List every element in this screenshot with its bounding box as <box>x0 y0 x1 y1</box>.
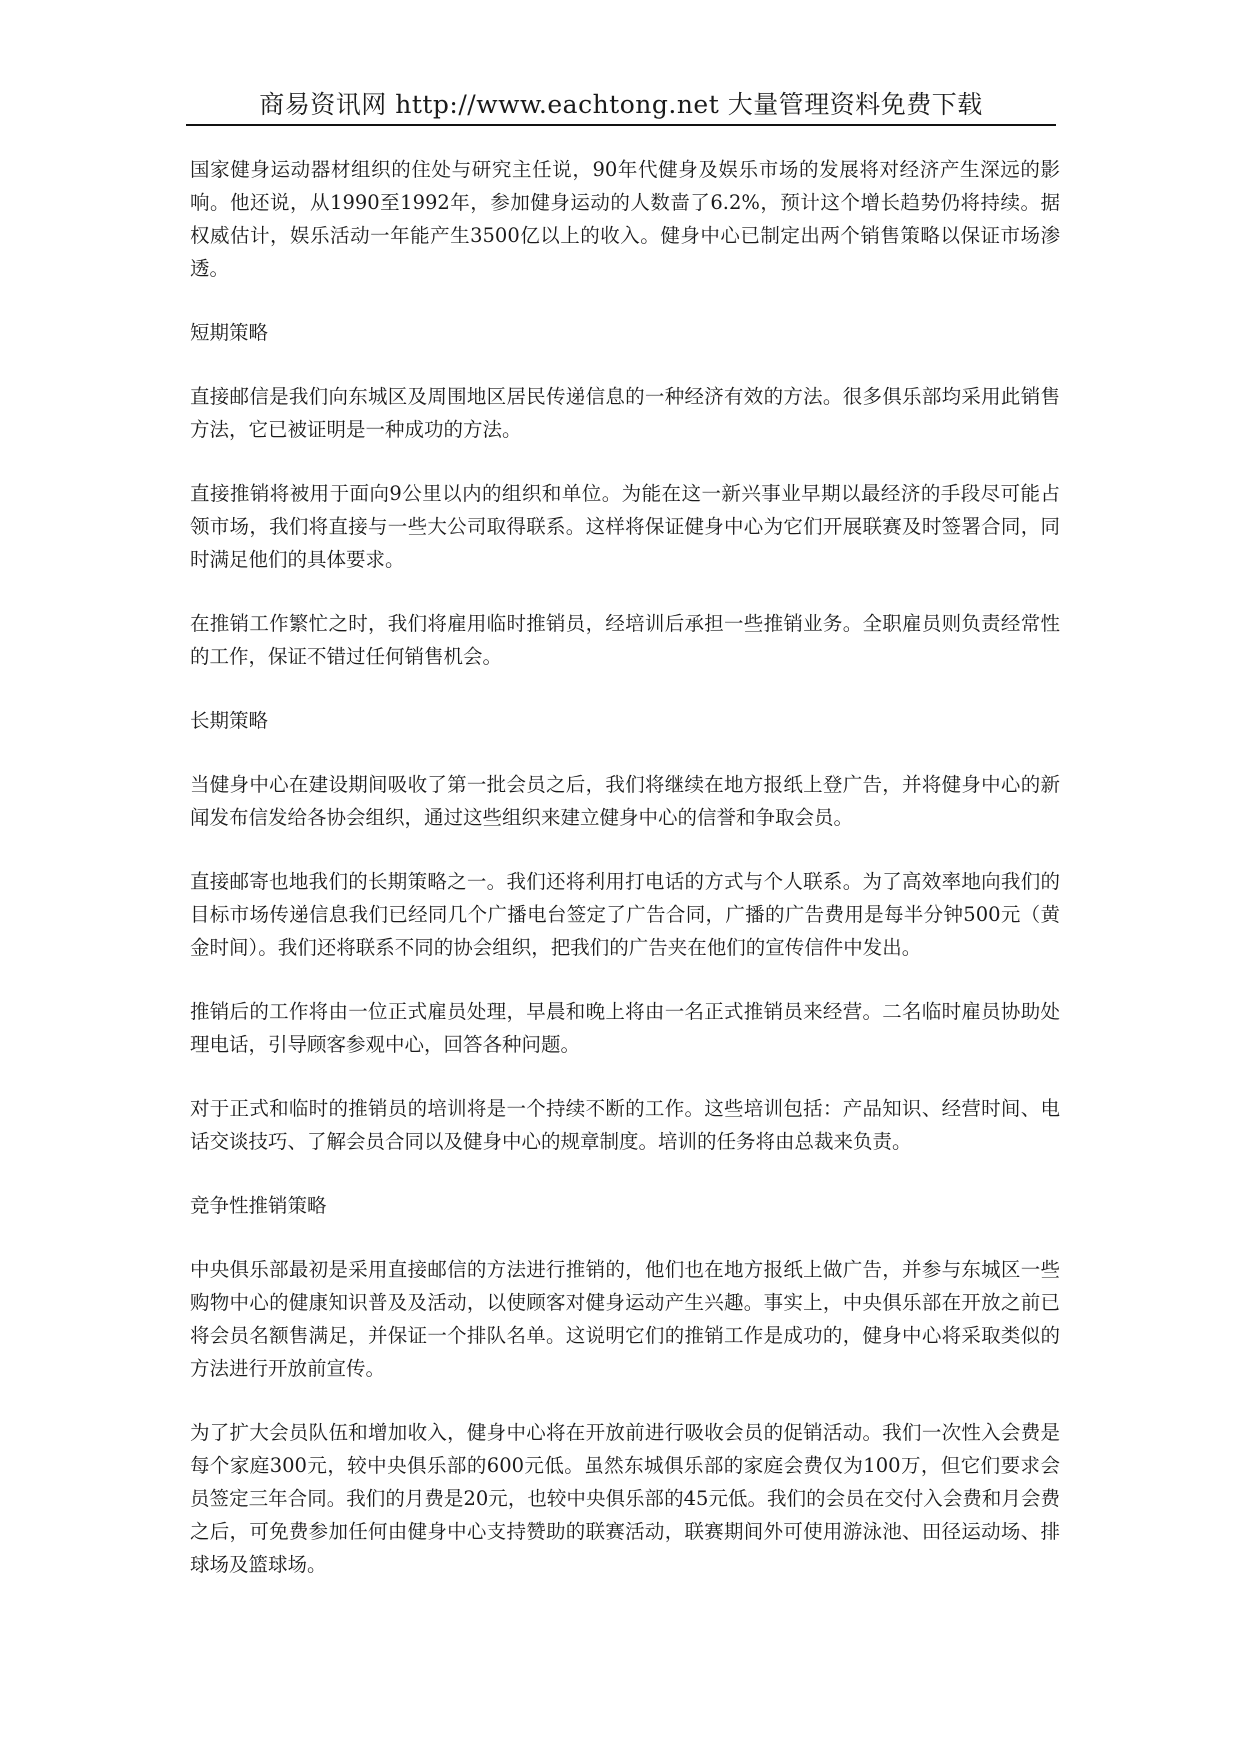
paragraph-direct-mail: 直接邮信是我们向东城区及周围地区居民传递信息的一种经济有效的方法。很多俱乐部均采用此销售方法，它已被证明是一种成功的方法。 <box>190 385 1060 441</box>
paragraph-training: 对于正式和临时的推销员的培训将是一个持续不断的工作。这些培训包括：产品知识、经营时间、电话交谈技巧、了解会员合同以及健身中心的规章制度。培训的任务将由总裁来负责。 <box>190 1097 1060 1153</box>
section-heading-short-term: 短期策略 <box>190 321 269 344</box>
header-divider <box>186 124 1056 126</box>
paragraph-followup: 推销后的工作将由一位正式雇员处理，早晨和晚上将由一名正式推销员来经营。二名临时雇员协助处理电话，引导顾客参观中心，回答各种问题。 <box>190 1000 1060 1056</box>
paragraph-central-club: 中央俱乐部最初是采用直接邮信的方法进行推销的，他们也在地方报纸上做广告，并参与东城区一些购物中心的健康知识普及及活动，以使顾客对健身运动产生兴趣。事实上，中央俱乐部在开放之前已将会员名额售满足，并保证一个排队名单。这说明它们的推销工作是成功的，健身中心将采取类似的方法进行开放前宣传。 <box>190 1258 1060 1380</box>
document-body <box>190 153 1060 1612</box>
page-header: 商易资讯网 http://www.eachtong.net 大量管理资料免费下载 <box>259 90 983 119</box>
paragraph-direct-sales: 直接推销将被用于面向9公里以内的组织和单位。为能在这一新兴事业早期以最经济的手段尽可能占领市场，我们将直接与一些大公司取得联系。这样将保证健身中心为它们开展联赛及时签署合同，同时满足他们的具体要求。 <box>190 482 1060 571</box>
paragraph-temp-staff: 在推销工作繁忙之时，我们将雇用临时推销员，经培训后承担一些推销业务。全职雇员则负责经常性的工作，保证不错过任何销售机会。 <box>190 612 1060 668</box>
paragraph-intro: 国家健身运动器材组织的住处与研究主任说，90年代健身及娱乐市场的发展将对经济产生深远的影响。他还说，从1990至1992年，参加健身运动的人数啬了6.2%，预计这个增长趋势仍将持续。据权威估计，娱乐活动一年能产生3500亿以上的收入。健身中心已制定出两个销售策略以保证市场渗透。 <box>190 158 1060 280</box>
paragraph-newspaper-ads: 当健身中心在建设期间吸收了第一批会员之后，我们将继续在地方报纸上登广告，并将健身中心的新闻发布信发给各协会组织，通过这些组织来建立健身中心的信誉和争取会员。 <box>190 773 1060 829</box>
paragraph-membership-fees: 为了扩大会员队伍和增加收入，健身中心将在开放前进行吸收会员的促销活动。我们一次性入会费是每个家庭300元，较中央俱乐部的600元低。虽然东城俱乐部的家庭会费仅为100万，但它们要求会员签定三年合同。我们的月费是20元，也较中央俱乐部的45元低。我们的会员在交付入会费和月会费之后，可免费参加任何由健身中心支持赞助的联赛活动，联赛期间外可使用游泳池、田径运动场、排球场及篮球场。 <box>190 1421 1060 1576</box>
section-heading-long-term: 长期策略 <box>190 709 269 732</box>
paragraph-radio-ads: 直接邮寄也地我们的长期策略之一。我们还将利用打电话的方式与个人联系。为了高效率地向我们的目标市场传递信息我们已经同几个广播电台签定了广告合同，广播的广告费用是每半分钟500元（黄金时间）。我们还将联系不同的协会组织，把我们的广告夹在他们的宣传信件中发出。 <box>190 870 1060 959</box>
section-heading-competitive: 竞争性推销策略 <box>190 1194 327 1217</box>
